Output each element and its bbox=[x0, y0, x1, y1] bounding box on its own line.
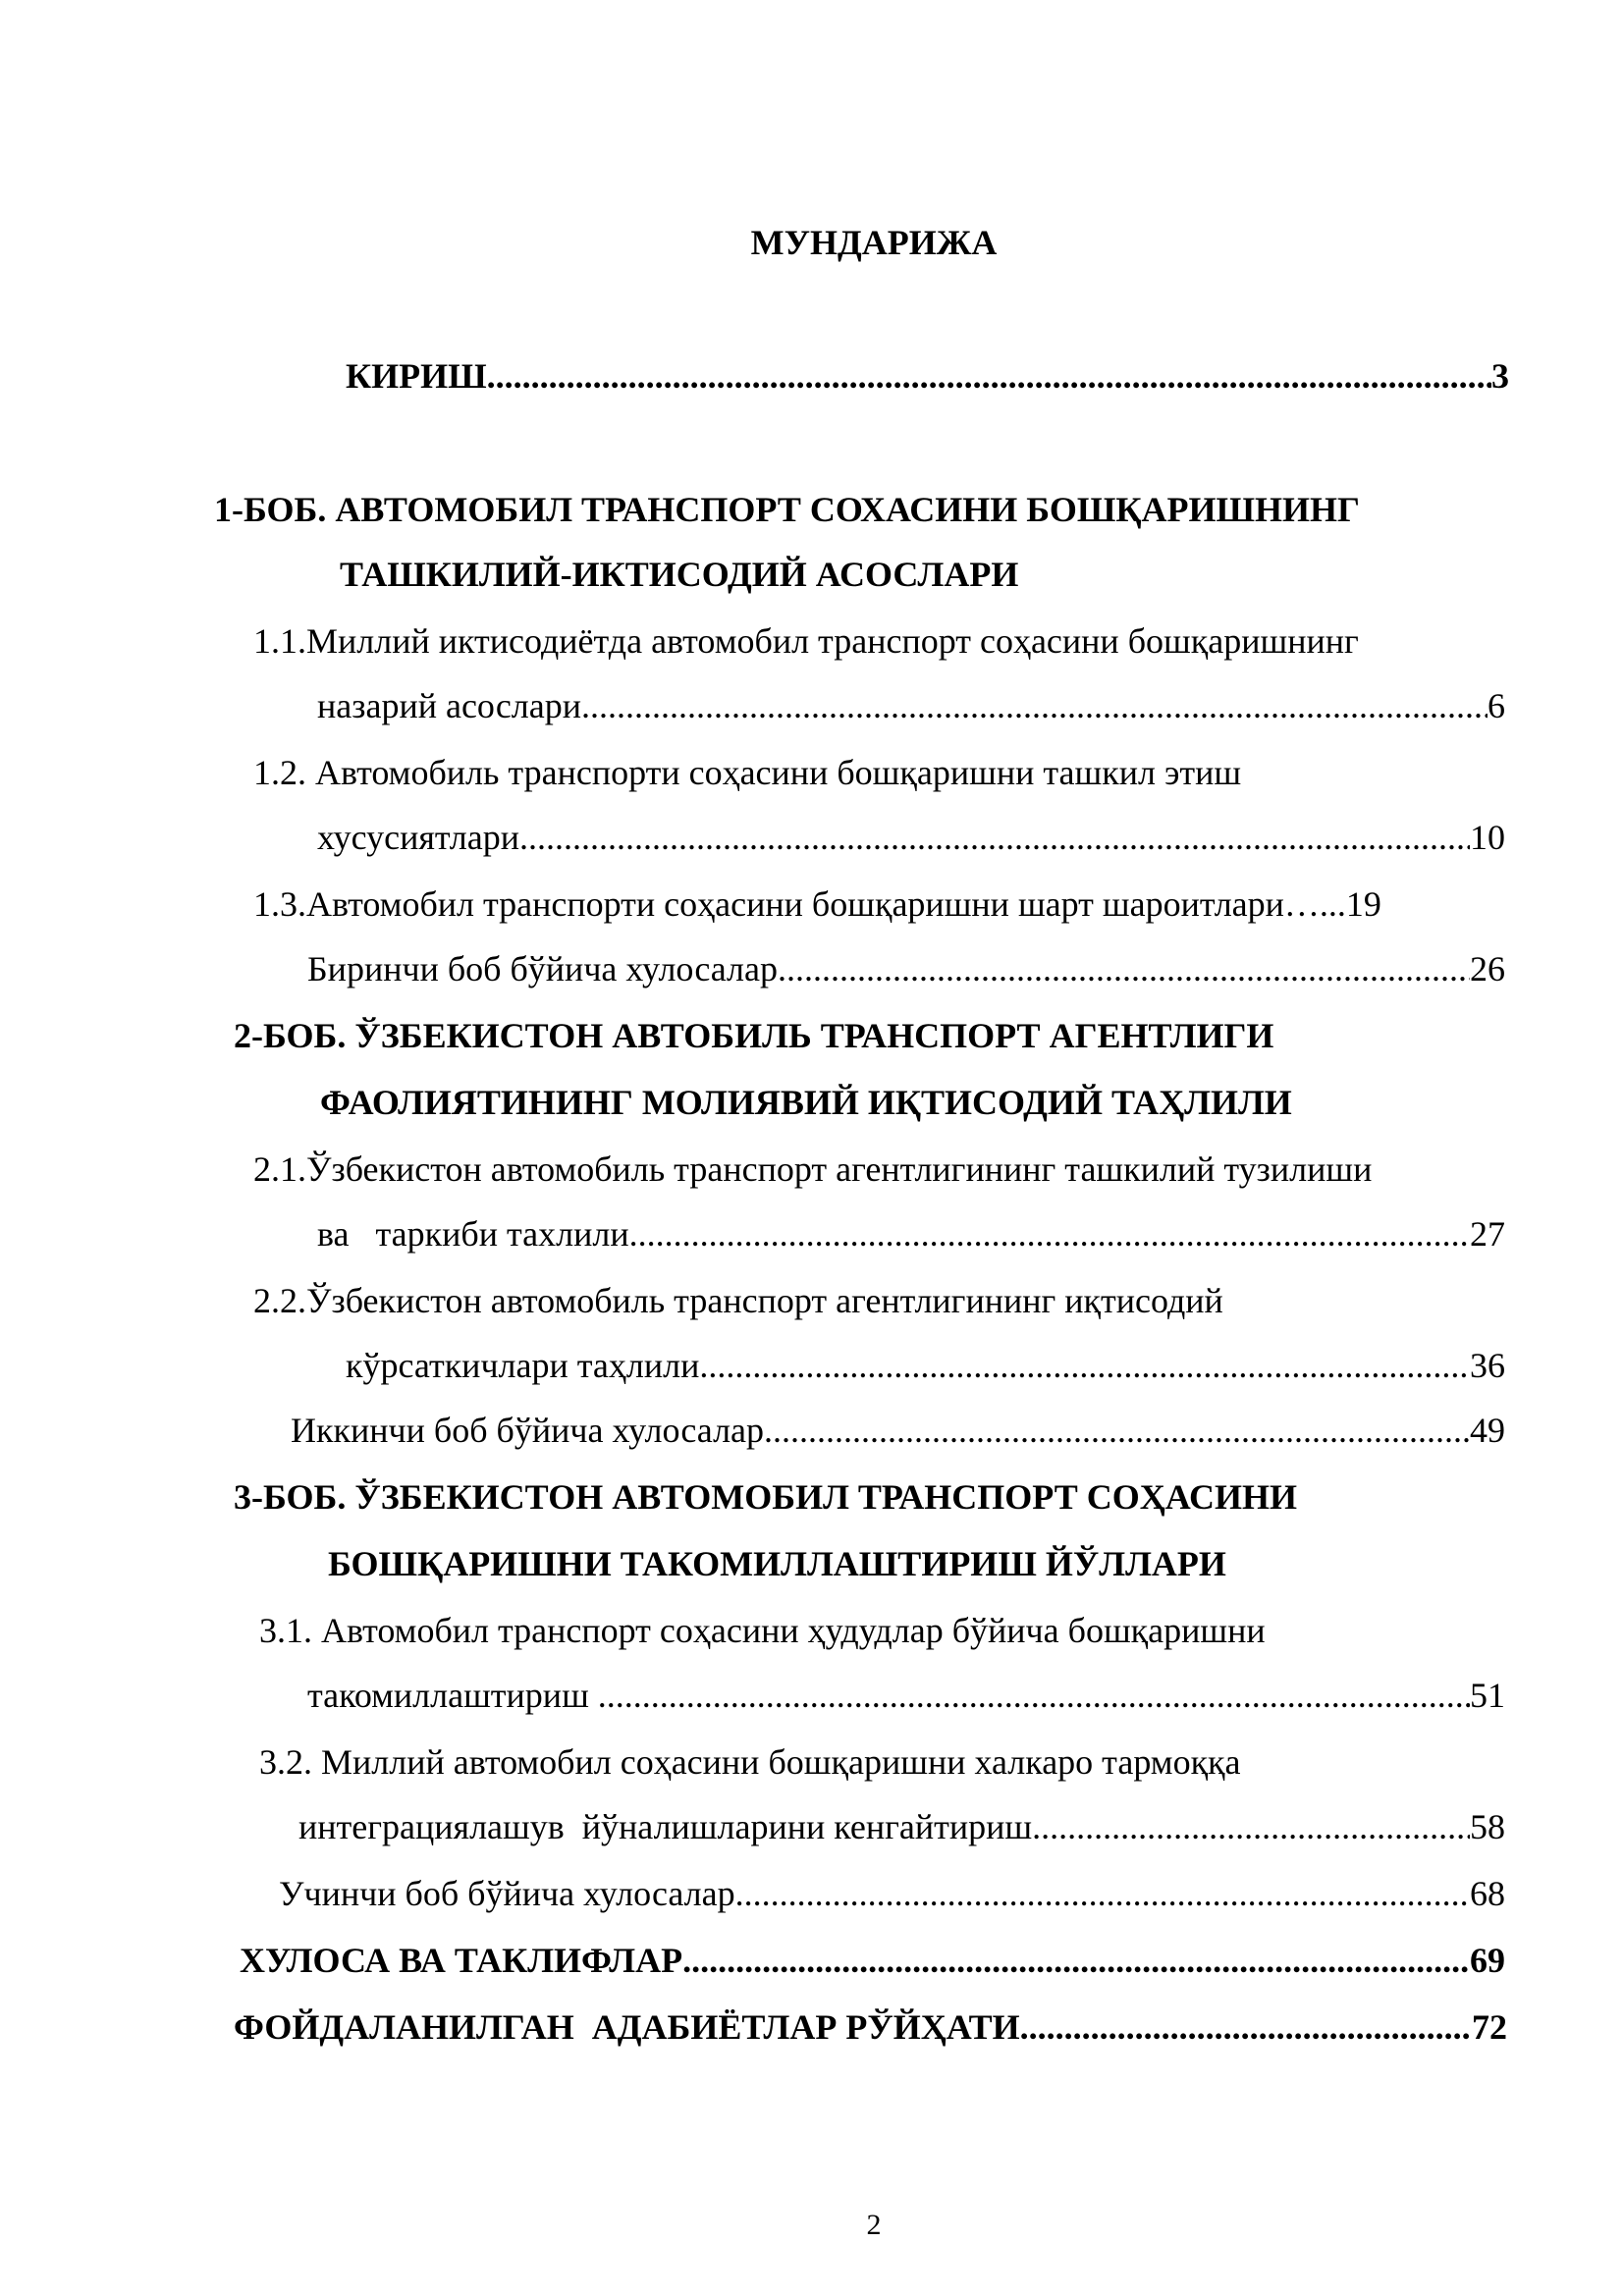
dot-leader bbox=[1032, 1802, 1470, 1851]
toc-page-number: 3 bbox=[1491, 356, 1509, 396]
dot-leader bbox=[581, 681, 1488, 730]
toc-page-number: 10 bbox=[1470, 818, 1505, 857]
toc-entry-text: Биринчи боб бўйича хулосалар bbox=[307, 949, 778, 988]
dot-leader bbox=[1020, 2002, 1472, 2052]
toc-entry-3-1: 3.1. Автомобил транспорт соҳасини ҳудудлар бўйича бошқаришни bbox=[259, 1611, 1266, 1650]
toc-page-number: 58 bbox=[1470, 1807, 1505, 1846]
toc-entry-2-2: 2.2.Ўзбекистон автомобиль транспорт агентлигининг иқтисодий bbox=[253, 1281, 1223, 1320]
toc-entry-text: Учинчи боб бўйича хулосалар bbox=[279, 1874, 735, 1913]
toc-page-number: 69 bbox=[1470, 1941, 1505, 1980]
toc-entry-chapter-1-conclusion bbox=[307, 944, 1505, 993]
chapter-3-heading-cont: БОШҚАРИШНИ ТАКОМИЛЛАШТИРИШ ЙЎЛЛАРИ bbox=[328, 1544, 1226, 1583]
toc-entry-intro bbox=[346, 351, 1509, 400]
toc-entry-text: КИРИШ bbox=[346, 356, 487, 396]
dot-leader bbox=[487, 351, 1491, 400]
chapter-2-heading: 2-БОБ. ЎЗБЕКИСТОН АВТОБИЛЬ ТРАНСПОРТ АГЕНТЛИГИ bbox=[234, 1016, 1274, 1055]
dot-leader bbox=[699, 1341, 1470, 1390]
dot-leader bbox=[778, 944, 1470, 993]
toc-entry-text: интеграциялашув йўналишларини кенгайтириш bbox=[298, 1807, 1033, 1846]
toc-page-number: 6 bbox=[1488, 686, 1505, 725]
toc-entry-1-3: 1.3.Автомобил транспорти соҳасини бошқаришни шарт шароитлари…...19 bbox=[253, 884, 1381, 924]
page-number: 2 bbox=[866, 2209, 882, 2241]
toc-page-number: 49 bbox=[1470, 1411, 1505, 1450]
toc-entry-text: ФОЙДАЛАНИЛГАН АДАБИЁТЛАР РЎЙҲАТИ bbox=[234, 2007, 1020, 2047]
toc-page-number: 51 bbox=[1470, 1676, 1505, 1715]
toc-entry-text: ХУЛОСА ВА ТАКЛИФЛАР bbox=[240, 1941, 683, 1980]
chapter-2-heading-cont: ФАОЛИЯТИНИНГ МОЛИЯВИЙ ИҚТИСОДИЙ ТАҲЛИЛИ bbox=[320, 1083, 1292, 1122]
toc-page-number: 36 bbox=[1470, 1346, 1505, 1385]
dot-leader bbox=[735, 1869, 1470, 1918]
dot-leader bbox=[682, 1936, 1470, 1985]
toc-page-number: 26 bbox=[1470, 949, 1505, 988]
toc-page-number: 72 bbox=[1472, 2007, 1507, 2047]
dot-leader bbox=[519, 813, 1470, 862]
toc-entry-1-2-cont bbox=[317, 813, 1505, 862]
toc-entry-3-2-cont bbox=[298, 1802, 1505, 1851]
chapter-1-heading: 1-БОБ. АВТОМОБИЛ ТРАНСПОРТ СОХАСИНИ БОШҚАРИШНИНГ bbox=[214, 490, 1360, 529]
toc-entry-text: кўрсаткичлари таҳлили bbox=[346, 1346, 700, 1385]
toc-page-number: 27 bbox=[1470, 1214, 1505, 1254]
toc-entry-conclusions bbox=[240, 1936, 1505, 1985]
toc-entry-2-1: 2.1.Ўзбекистон автомобиль транспорт агентлигининг ташкилий тузилиши bbox=[253, 1149, 1373, 1189]
toc-entry-2-1-cont bbox=[317, 1209, 1505, 1258]
toc-entry-1-1: 1.1.Миллий иктисодиётда автомобил транспорт соҳасини бошқаришнинг bbox=[253, 621, 1359, 661]
toc-entry-chapter-3-conclusion bbox=[279, 1869, 1505, 1918]
toc-entry-text: Иккинчи боб бўйича хулосалар bbox=[291, 1411, 765, 1450]
toc-entry-2-2-cont bbox=[346, 1341, 1505, 1390]
toc-page-number: 68 bbox=[1470, 1874, 1505, 1913]
toc-entry-chapter-2-conclusion bbox=[291, 1406, 1505, 1455]
toc-entry-3-1-cont bbox=[307, 1671, 1505, 1720]
toc-entry-text: такомиллаштириш bbox=[307, 1676, 598, 1715]
toc-entry-1-2: 1.2. Автомобиль транспорти соҳасини бошқаришни ташкил этиш bbox=[253, 753, 1242, 792]
toc-entry-text: ва таркиби тахлили bbox=[317, 1214, 629, 1254]
toc-entry-references bbox=[234, 2002, 1507, 2052]
toc-entry-text: хусусиятлари bbox=[317, 818, 519, 857]
toc-entry-1-1-cont bbox=[317, 681, 1505, 730]
chapter-3-heading: 3-БОБ. ЎЗБЕКИСТОН АВТОМОБИЛ ТРАНСПОРТ СОҲАСИНИ bbox=[234, 1477, 1297, 1517]
chapter-1-heading-cont: ТАШКИЛИЙ-ИКТИСОДИЙ АСОСЛАРИ bbox=[340, 555, 1019, 594]
toc-entry-3-2: 3.2. Миллий автомобил соҳасини бошқаришни халкаро тармоққа bbox=[259, 1742, 1241, 1782]
toc-title: МУНДАРИЖА bbox=[750, 223, 998, 262]
toc-entry-text: назарий асослари bbox=[317, 686, 582, 725]
dot-leader bbox=[764, 1406, 1470, 1455]
dot-leader bbox=[629, 1209, 1470, 1258]
dot-leader bbox=[598, 1671, 1470, 1720]
